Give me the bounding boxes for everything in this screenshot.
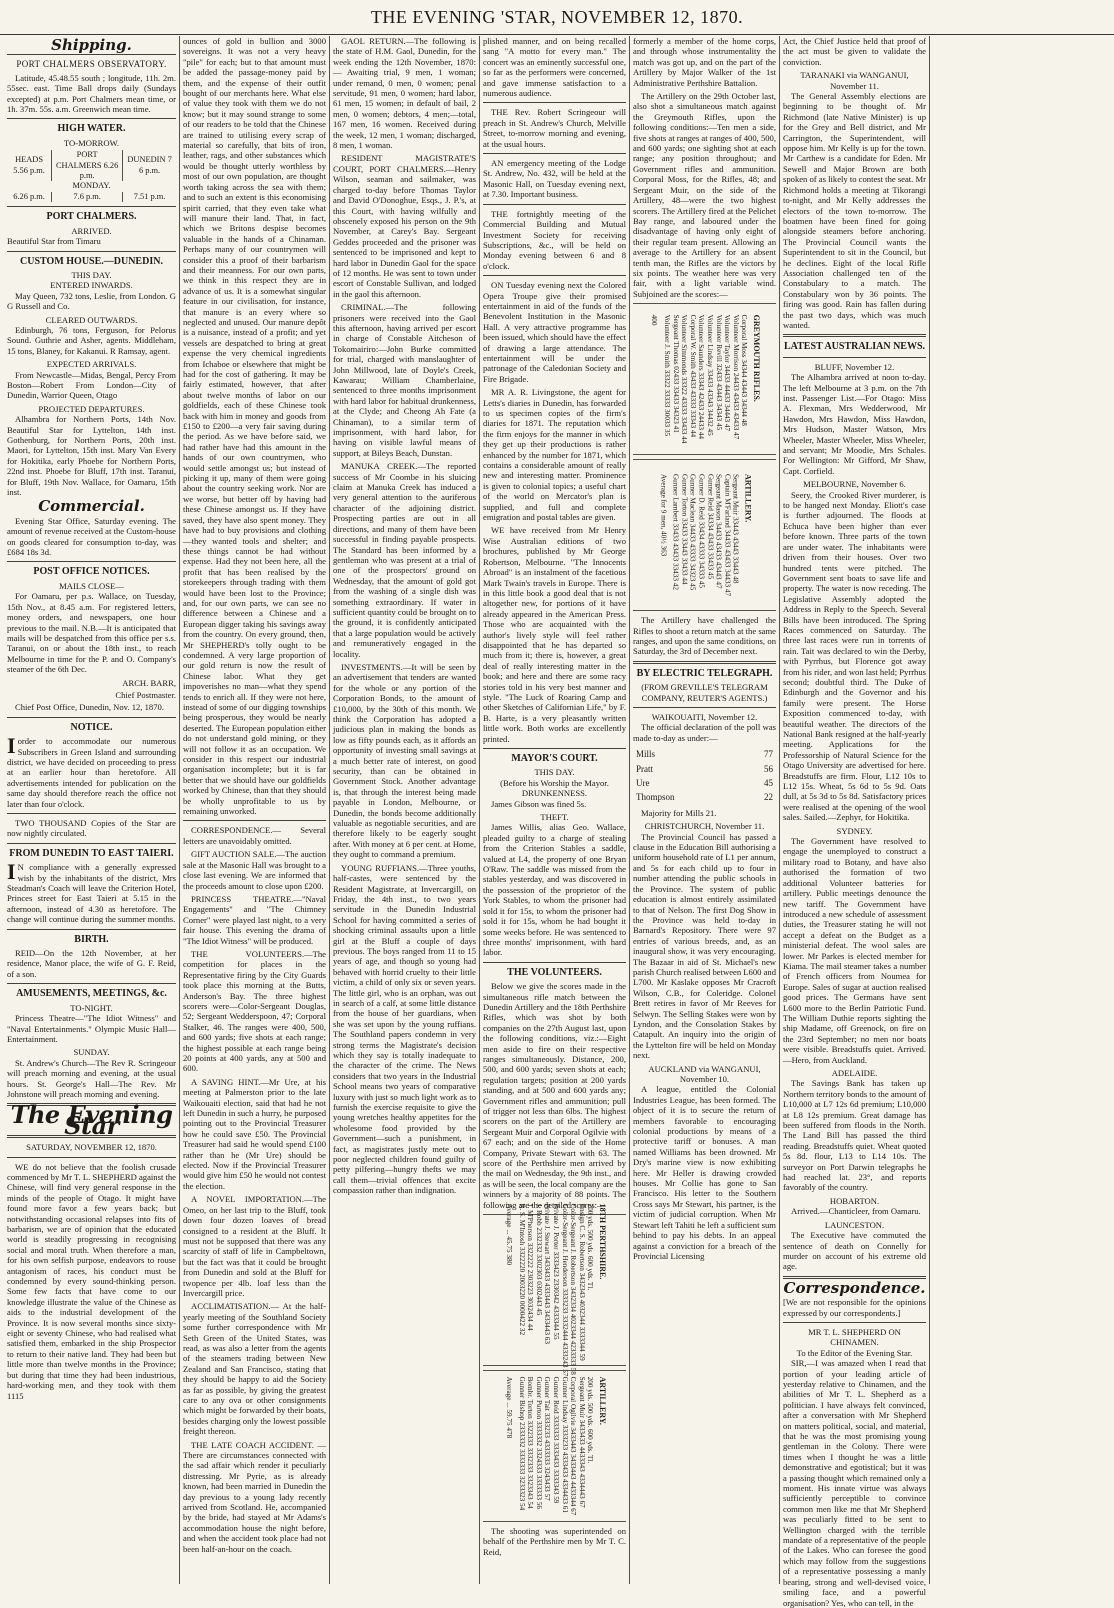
taieri-heading: FROM DUNEDIN TO EAST TAIERI.	[9, 847, 174, 859]
table-row: R. S. M'Intosh 3322220 2003220 0000422 32	[516, 1203, 525, 1336]
dateline-taranaki: TARANAKI via WANGANUI, November 11.	[800, 70, 909, 91]
table-row: Gunner Bishop 2333332 3333333 3233323 54	[516, 1376, 525, 1511]
table-row: Corporal Moss 34344 43443 34344 48	[739, 314, 748, 427]
news-item: A NOVEL IMPORTATION.—The Omeo, on her last trip to the Bluff, took down four dozen loaves of bread consigned to a resident at the Bluff. It must not be supposed that there was any scarcity of staff of life in Campbeltown, but the fact was that it could be brought from Dunedin and sold at the Bluff for twopence per 4lb. loaf less than the Invercargill price.	[183, 1194, 326, 1298]
candidate: Ure	[636, 778, 650, 789]
leading-article: WE do not believe that the foolish crusade commenced by Mr T. L. SHEPHERD against the Chinese, will find very general response in the minds of the people of Otago. It might have found more favor a few years back; but notwithstanding occasional relapses into fits of barbarism, we are of opinion that the educated world is steadily progressing in recognising social and moral truth. When therefore a man, for his own selfish purpose, endeavors to rouse antagonism of races, his conduct must be condemned by every sound-thinking person. Some few facts that have come to our knowledge illustrate the value of the Chinese as aids to the industrial development of the Province. It is now several months since sixty-eight or seventy Chinese, who had realised what satisfied them, embarked in the ship Prospector to return to their native land. They had been but little more than twelve months in the Province; but during that time they had been industrious, hard-working men, and they took with them 1115	[7, 1161, 176, 1401]
table-row: Volunteer Revill 32433 43443 34343 45	[714, 314, 723, 431]
high-water-heading: HIGH WATER.	[57, 123, 126, 135]
dateline-sydney: SYDNEY.	[836, 825, 873, 836]
copies-text: TWO THOUSAND Copies of the Star are now nightly circulated.	[7, 818, 176, 839]
table-row: Gunner Reid 3333333 3333433 3333343 59	[551, 1376, 560, 1504]
greymouth-scores-table	[633, 303, 776, 455]
news-item: plished manner, and on being recalled sang "A motto for every man." The concert was an eminently successful one, so far as the performers were concerned, and gave immense satisfaction to a numerous audience.	[483, 36, 626, 99]
artillery-scores-table-2	[633, 459, 776, 611]
divider	[7, 1157, 176, 1158]
projected-text: Alhambra for Northern Ports, 14th Nov. Beautiful Star for Lyttelton, 14th inst. Gothenburg, for Northern Ports, 20th inst. Maori, for Lyttelton, 15th inst. Mary Van Every for Hokitika, early Phoebe for Northern Ports, 22nd inst. Phoebe for Bluff, 17th inst. Taranui, for Bluff, 19th Nov. Wallace, for Oamaru, 15th inst.	[7, 414, 176, 498]
table-title: 18TH PERTHSHIRE.	[597, 1203, 607, 1280]
taieri-text	[7, 859, 176, 925]
table-title: ARTILLERY.	[742, 474, 752, 523]
volunteers-heading: THE VOLUNTEERS.	[507, 966, 602, 978]
news-item: INVESTMENTS.—It will be seen by an advertisement that tenders are wanted for the whole or any portion of the Corporation Bonds, to the amount of £10,000, by the 30th of this month. We think the Corporation has adopted a judicious plan in making the bonds as low as fifty pounds each, as it affords an opportunity of investing small savings at a much better rate of interest, on good security, than can be obtained in Government Stock. Another advantage is, that through the interest being made payable in London, Melbourne, or Dunedin, the bonds become additionally valuable as negotiable securities, and are therefore likely to be eagerly sought after. With money at 6 per cent. at Home, they ought to command a premium.	[333, 661, 476, 860]
commercial-heading: Commercial.	[38, 497, 145, 516]
sydney-text: The Government have resolved to engage the unemployed to construct a military road to Botany, and have also authorised the formation of two additional Volunteer batteries for artillery. Public meetings denounce the new tariff. The Government have introduced a new schedule of assessment duties, the Treasurer stating he will not accept a defeat on the Budget as a ministerial defeat. The wool sales are lower. Mr Parkes is elected member for Kiama. The mail steamer takes a number of French officers from Noumea for Europe. Sales of sugar at auction realised good prices. The Germans have sent L600 more to the Berlin Patriotic Fund. The William Duthie reports sighting the ship Madame, off Greenock, on fire on the 23rd September; no men nor boats were visible. Breadstuffs quiet. Arrived.—Hero, from Auckland.	[783, 836, 926, 1065]
tide-table	[7, 150, 176, 202]
leading-article-continued: ounces of gold in bullion and 3000 sovereigns. It was not a very heavy "pile" for each; but to that amount must be added the passage-money paid by them, and the expense of their outfit bought of our merchants here. What else of value they took with them we do not know; but it may sound strange to some of our readers to be told that the Chinese are trained to utilising every scrap of material so carefully, that bits of iron, leather, rags, and other substances which would be thought utterly worthless by most of our own population, are thought worth taking across the sea with them; and to such an extent is this economising spirit carried, that they even take what will manure their land. That, in fact, which we Britons despise becomes valuable in the hands of a Chinaman. Perhaps many of our countrymen will consider this a proof of their barbarism and their meanness. For our own parts, we think in this respect they are in advance of us. It is a somewhat singular feature in our civilisation, for instance, that manure is an every where so neglected and unused. Our manure depôt is a nuisance, instead of a profit; and yet vessels are despatched to bring at great expense the very chemical ingredients from Ichaboe or elsewhere that might be had for the cost of gathering. It may be fairly estimated, however, that after about twelve months of labor on our goldfields, each of these Chinese took back with him in money and goods from £150 to £200—a very fair saving during the period. As we have before said, we had rather have had this amount in the hands of our own countrymen, who would settle amongst us; but instead of picking it up, many of them were going about the country seeking work. Nor are we worse, but better off by having had these Chinese amongst us. If they have saved, they have also spent money. They have had to buy provisions and clothing—they wanted tools and shelter; and these things cannot be had without expense. Had they not been here, all the profit that has been realised by the storekeepers through trading with them would have been lost to the Province; and, for our own parts, we can see no difference between a Chinese and a European digger taking his savings away from the country. On every ground, then, Mr SHEPHERD's tolly ought to be condemned. A very large proportion of our gold return is now the result of Chinese labor. What they get impoverishes no man—what they spend tends to enrich all. If they were not here, instead of some of our digging townships being prosperous, they would be nearly deserted. The European population either do not understand gold mining, or they will not follow it as an occupation. We consider in this respect our industrial organisation incomplete; but it is far better that we should have our goldfields worked by Chinese, than that they should be wholly unprofitable to us by remaining unworked.	[183, 36, 326, 817]
divider	[7, 843, 176, 844]
notice-item: THE Rev. Robert Scringeour will preach in St. Andrew's Church, Melville Street, to-morrow morning and evening, at the usual hours.	[483, 107, 626, 149]
correspondence-heading: Correspondence.	[783, 1278, 926, 1297]
mails-close-label: MAILS CLOSE—	[59, 580, 124, 591]
divider	[7, 251, 176, 252]
projected-label: PROJECTED DEPARTURES.	[38, 403, 145, 414]
rotated-table	[504, 1204, 606, 1377]
dateline: SATURDAY, NOVEMBER 12, 1870.	[26, 1142, 157, 1153]
table-row: Gunner D. Reid 33434 43333 34333 45	[697, 474, 705, 589]
observatory-heading: PORT CHALMERS OBSERVATORY.	[16, 59, 167, 70]
dateline-hobarton: HOBARTON.	[829, 1195, 880, 1206]
table-total: Average ... 59.75 478	[504, 1376, 513, 1439]
candidate: Mills	[636, 749, 656, 760]
dateline-melbourne: MELBOURNE, November 6.	[803, 479, 906, 490]
cleared-label: CLEARED OUTWARDS.	[45, 314, 138, 325]
dateline-bluff: BLUFF, November 12.	[814, 361, 895, 372]
table-header: 200 yds. 500 yds. 600 yds. Tl.	[585, 1376, 594, 1464]
votes: 22	[764, 792, 773, 803]
news-item: Act, the Chief Justice held that proof of the act must be given to validate the conviction.	[783, 36, 926, 67]
divider	[483, 748, 626, 749]
letter-text: SIR,—I was amazed when I read that portion of your leading article of yesterday relative to Chinamen, and the abilities of Mr T. L. Shepherd as a politician. I have always felt convinced, after a conversation with Mr Shepherd on matters political, social, and material, that he was the most promising young gentleman in the Colony. There were times when I thought he was a little demonstrative and egotistical; but it was a passing thought which remained only a moment. His innate virtue was always sufficiently perceptible to convince common men like me that Mr Shepherd was peculiarly fitted to be sent to Wellington charged with the terrible mandate of a representative of the people of the Lakes. Who can foresee the good which may follow from the suggestions of a representative possessing a manly bearing, strong and well-devised voice, smiling face, and a powerful organisation? Yes, who can tell, in the	[783, 1358, 926, 1608]
rotated-table	[658, 474, 751, 596]
theft-label: THEFT.	[540, 812, 569, 823]
dateline-auckland: AUCKLAND via WANGANUI, November 10.	[648, 1063, 761, 1084]
votes: 77	[764, 749, 773, 760]
table-row: Captain M'Farland 34433 43433 34433 47	[722, 474, 731, 597]
table-row: Sergeant Muir 3433433 4433343 4334443 67	[577, 1376, 586, 1508]
table-row: Bombr. Torton 3322333 3332333 3323343 54	[525, 1376, 534, 1509]
birth-heading: BIRTH.	[74, 933, 109, 945]
telegraph-heading: BY ELECTRIC TELEGRAPH.	[636, 667, 773, 679]
court-heading: MAYOR'S COURT.	[511, 753, 598, 764]
entered-text: May Queen, 732 tons, Leslie, from London. G G Russell and Co.	[7, 290, 176, 312]
divider	[483, 962, 626, 963]
divider	[7, 118, 176, 119]
observatory-text: Latitude, 45.48.55 south ; longitude, 11h. 2m. 55sec. east. Time Ball drops daily (Sundays excepted) at p.m. Port Chalmers mean time, or 1h. 37m. 55s. a.m. Greenwich mean time.	[7, 72, 176, 115]
table-row: Volunteer Lindsay 33433 43343 34432 45	[705, 314, 714, 436]
dateline-launceston: LAUNCESTON.	[824, 1219, 885, 1230]
candidate: Thompson	[636, 792, 675, 803]
table-total: Average for 9 men, 40½ 363	[658, 474, 667, 557]
news-item: The Artillery on the 29th October last, also shot a simultaneous match against the Greymouth Rifles, upon the following conditions:—Ten men a side, five shots at ranges at ranges of 400, 500, and 600 yards; one sighting shot at each range; any position throughout; and Government rifles and ammunition. Corporal Moss, for the Rifles, 48; and Sergeant Muir, on the side of the Artillery, 48—were the two highest scorers. The Artillery fired at the Pelichet Bay range, and laboured under the disadvantage of having only eight of their regular team present. Allowing an average to the Artillery for an absent tenth man, the Rifles are the victors by six points. The weather here was very fair, with a light variable wind. Subjoined are the scores:—	[633, 91, 776, 299]
news-item: THE VOLUNTEERS.—The competition for places in the Representative firing by the City Guards took place this morning at the Butts, Anderson's Bay. The three highest scorers were—Color-Sergeant Douglas, 52; Sergeant Wedderspoon, 47; Corporal Stalker, 46. The ranges were 400, 500, and 600 yards; five shots at each range; the highest possible at each range being 20 points at 400 yards, any at 500 and 600.	[183, 948, 326, 1074]
poll-table	[633, 746, 776, 806]
birth-text: REID—On the 12th November, at her residence, Manor place, the wife of G. F. Reid, of a son.	[7, 948, 176, 979]
notice-text	[7, 733, 176, 809]
table-title: ARTILLERY.	[597, 1376, 607, 1425]
arrived-label: ARRIVED.	[71, 225, 112, 236]
post-signature-place: Chief Post Office, Dunedin, Nov. 12, 1870.	[15, 702, 164, 713]
table-title: GREYMOUTH RIFLES.	[751, 314, 761, 402]
notice-body: order to accommodate our numerous Subscribers in Green Island and surrounding district, we have decided on proceeding to press at an earlier hour than heretofore. All advertisements intended for publication on the same day should therefore reach the office not later than four o'clock.	[7, 736, 176, 809]
divider	[7, 929, 176, 930]
dateline-christchurch: CHRISTCHURCH, November 11.	[644, 821, 765, 832]
news-item: MR A. R. Livingstone, the agent for Letts's diaries in Dunedin, has forwarded to us specimen copies of the firm's diaries for 1871. The reputation which the firm enjoys for the manner in which they get up their productions is rather enhanced by the number for 1871, which contains a considerable amount of really new and interesting matter. Prominence is given to colonial topics; a useful chart of the world on Mercator's plan is supplied, and full and complete emigration and postal tables are given.	[483, 387, 626, 523]
notice-item: AN emergency meeting of the Lodge St. Andrew, No. 432, will be held at the Masonic Hall, on Tuesday evening next, at 7.30. Important business.	[483, 158, 626, 200]
table-row: Color-Sergeant J. Robertson 3432334 4023344 4233333 58	[568, 1203, 577, 1375]
letter-addressee: To the Editor of the Evening Star.	[796, 1347, 913, 1358]
amusements-heading: AMUSEMENTS, MEETINGS, &c.	[16, 988, 167, 1000]
news-item: MANUKA CREEK.—The reported success of Mr Coombe in his sluicing claim at Manuka Creek has induced a very general attention to the auriferous character of the adjoining district. Prospecting parties are out in all directions, and many of them have been successful in finding payable prospects. The Standard has been informed by a gentleman who was present at a trial of one of the prospectors' ground on Wednesday, that the amount of gold got from the washing of a single dish was something extraordinary. If water in sufficient quantity could be brought on to the ground, it is confidently anticipated that a large population would be actively and remuneratively engaged in the locality.	[333, 461, 476, 659]
amusements-text: Princess Theatre—"The Idiot Witness" and "Naval Entertainments." Olympic Music Hall—Entertainment.	[7, 1013, 176, 1044]
tide-cell: DUNEDIN 7 6 p.m.	[123, 150, 176, 181]
table-row: Gunner Lambert 33433 43433 33433 42	[671, 474, 680, 591]
tide-cell: 7.6 p.m.	[52, 192, 123, 202]
column-7	[929, 36, 1110, 1584]
shooting-note: The shooting was superintended on behalf of the Perthshire men by Mr T. C. Reid,	[483, 1526, 626, 1557]
divider	[7, 561, 176, 562]
table-row: Gunner Tait 3333233 4333333 3243433 57	[542, 1376, 551, 1501]
adelaide-text: The Savings Bank has taken up Northern territory bonds to the amount of L10,000 at L7 12s 6d premium; L10,000 at L8 12s premium. Great damage has been suffered from floods in the North. The Land Bill has passed the third reading. Breadstuffs quiet. Wheat quoted 5s 8d. flour, L13 to L14 10s. The surveyor on Port Darwin telegraphs he had reached lat. 23°, and reports favorably of the country.	[783, 1078, 926, 1193]
launceston-text: The Executive have commuted the sentence of death on Connelly for murder on account of his extreme old age.	[783, 1230, 926, 1272]
bluff-text: The Alhambra arrived at noon to-day. The left Melbourne at 3 p.m. on the 7th inst. Passenger List.—For Otago: Miss A. Flexman, Mrs Wedderwood, Mr Hawdon, Mrs Hawdon, Miss Hawdon, Mrs Hudson, Master Watson, Mrs Wheeler, Master Wheeler, Miss Wheeler, and servant; Mr Moodie, Mrs Schales. For Wellington: Mr Gifford, Mr Shaw, Capt. Corfield.	[783, 372, 926, 476]
post-signature-title: Chief Postmaster.	[115, 689, 176, 700]
waikouaiti-text: The official declaration of the poll was made to-day as under:—	[633, 722, 776, 743]
news-item: The Artillery have challenged the Rifles to shoot a return match at the same ranges, and upon the same conditions, on Saturday, the 3rd of December next.	[633, 615, 776, 657]
taieri-body: N compliance with a generally expressed wish by the inhabitants of the district, Mrs Steadman's Coach will leave the Criterion Hotel, Princes street for East Taieri at 5.15 in the afternoon, instead of 4.30 as heretofore. The change will continue during the summer months.	[7, 862, 176, 925]
table-row: Volunteer Simmonds 33322 43333 33433 44	[679, 314, 688, 444]
port-heading: PORT CHALMERS.	[46, 211, 137, 223]
news-item: ON Tuesday evening next the Colored Opera Troupe give their promised entertainment in aid of the funds of the Benevolent Institution in the Masonic Hall. A very attractive programme has been issued, which should have the effect of drawing a large attendance. The entertainment will be under the patronage of the Caledonian Society and Fire Brigade.	[483, 280, 626, 384]
table-row: Private J. Porter 3333423 2330342 4333344 55	[551, 1203, 560, 1340]
tide-row	[7, 192, 176, 202]
tide-cell: 7.51 p.m.	[123, 192, 176, 202]
table-row: J. Robb 2332332 3302303 0302443 45	[534, 1203, 543, 1316]
news-item: WE have received from Mr Henry Wise Australian editions of two brochures, published by Mr George Robertson, Melbourne. "The Innocents Abroad" is an instalment of the facetious Mark Twain's travels in Europe. There is in this little book a good deal that is not altogether new, for portions of it have already appeared in the American Press. Those who are acquainted with the author's lively style will feel rather disappointed that he has departed so much from it; there is, however, a great deal of really interesting matter in the book; and here and there are some racy stories told in his very best manner and style. "The Luck of Roaring Camp and other Sketches of Californian Life," by F. B. Harte, is a very pleasantly written little work. Both works are excellently printed.	[483, 525, 626, 744]
table-row: Volunteer Morrison 24433 43433 43433 47	[731, 314, 740, 440]
this-day-label: THIS DAY.	[71, 269, 112, 280]
correspondence-note: [We are not responsible for the opinions expressed by our correspondents.]	[783, 1297, 926, 1318]
column-3	[329, 36, 479, 1584]
divider	[783, 1322, 926, 1323]
poll-row	[635, 748, 774, 760]
table-row: Corporal W. Smith 43433 43333 33343 44	[688, 314, 697, 438]
table-row: Private J. Stewart 3433433 4333443 3433443 63	[542, 1203, 551, 1345]
table-row: Sergeant Mason 34433 43433 43443 47	[714, 474, 723, 589]
rotated-table	[504, 1377, 606, 1516]
court-text: James Gibson was fined 5s.	[491, 798, 587, 809]
news-item: CRIMINAL.—The following prisoners were received into the Gaol this afternoon, having arrived per escort in charge of Constable Aitcheson of Tokomairiro:—John Burke committed for trial, charged with manslaughter of John Millwood, late of Doyle's Creek, Kawarau; William Chamberlaine, sentenced to three months imprisonment with hard labor for habitual drunkenness, at the Clyde; and Cheong Ah Fate (a Chinaman), to a similar term of imprisonment, with hard labor, for having on visible lawful means of support, at Bileys Beach, Dunstan.	[333, 302, 476, 458]
divider	[7, 54, 176, 55]
notice-item: THE fortnightly meeting of the Commercial Building and Mutual Investment Society for receiving Subscriptions, &c., will be held on Monday evening between 6 and 8 o'clock.	[483, 208, 626, 271]
table-row: Sergeant Thomas 02433 33433 34323 41	[671, 314, 680, 433]
column-6	[779, 36, 929, 1608]
news-item: YOUNG RUFFIANS.—Three youths, half-castes, were sentenced by the Resident Magistrate, at Invercargill, on Friday, the 4th inst., to two years servitude in the Dunedin Industrial School for having committed a series of shocking criminal assaults upon a little girl at the Bluff a couple of days previous. The boys ranged from 11 to 15 years of age, and though so young had behaved with horrid cruelty to their little victim, a child of only six or seven years. The little girl, who is an orphan, was out in search of a calf, at some little distance from the house of her guardians, when she was set upon by the young ruffians. The Southland papers condemn in very strong terms the Magistrate's decision which they say is totally inadequate to the character of the crime. The News considers that two years in the Industrial School means two years of comparative luxury with just so much light work as to furnish the exercise requisite to give the young wretches healthy appetites for the wholesome food provided by the Government—such a punishment, in fact, as magistrates justly mete out to poor neglected children found guilty of petty pilfering—hungry thefts we may call them—trivial offences that excite compassion rather than indignation.	[333, 862, 476, 1196]
news-item: RESIDENT MAGISTRATE'S COURT, PORT CHALMERS.—Henry Wilson, seaman and sailmaker, was charged to-day before Thomas Taylor and David O'Donoghue, Esqs., J. P.'s, at this Court, with having wilfully and obscenely exposed his person on the 9th November, at Carey's Bay. Sergeant Geddes proceeded and the prisoner was sentenced to be imprisoned and kept to hard labor in Dunedin Gaol for the space of 12 months. He was sent to town under escort of Constable Sullivan, and lodged in the gaol this afternoon.	[333, 153, 476, 299]
divider	[483, 204, 626, 205]
court-day: THIS DAY.	[534, 767, 575, 778]
table-row: Gunner Purton 3333332 3324333 3333333 56	[534, 1376, 543, 1510]
volunteers-text: Below we give the scores made in the simultaneous rifle match between the Dunedin Artillery and the 18th Perthshire Rifles, which was shot by both companies on the 27th August last, upon the following conditions, viz.:—Eight men aside to fire on their respective ranges simultaneously. Distance, 200, 500, and 600 yards; seven shots at each; regulation targets; position at 200 yards standing, and at 500 and 600 yards any; Government rifles and ammunition; pull of trigger not less than 6lbs. The highest scorers on the part of the Artillery are Sergeant Muir and Corporal Ogilvie with 67 each; and on the side of the Home Company, Private Stewart with 63. The score of the Perthshire men arrived by the mail on Wednesday, the 9th inst., and as will be seen, the local company are the winners by a majority of 88 points. The following are the detailed scores:—	[483, 981, 626, 1210]
rotated-table	[649, 315, 759, 444]
notice-heading: NOTICE.	[70, 721, 113, 733]
auckland-text: A league, entitled the Colonial Industries League, has been formed. The object of it is to secure the return of members favorable to encouraging colonial productions by means of a protective tariff or bonuses. A man named Williams has been drowned. Mr Dry's marine view is now exhibiting here. Mr Heller is drawing crowded houses. Mr Collie has gone to San Francisco. His letter to the Southern Cross says Mr Stewart, his partner, is the victim of judicial corruption. When Mr Stewart left Tahiti he left a sufficient sum behind to pay his debts. In an appeal against a conviction for a breach of the Provincial Licensing	[633, 1084, 776, 1261]
divider	[483, 153, 626, 154]
letter-heading: MR T. L. SHEPHERD ON CHINAMEN.	[808, 1326, 901, 1348]
divider	[783, 357, 926, 358]
hobarton-text: Arrived.—Chanticleer, from Oamaru.	[791, 1206, 921, 1217]
masthead: THE EVENING 'STAR, NOVEMBER 12, 1870.	[0, 0, 1114, 35]
sunday-text: St. Andrew's Church—The Rev R. Scringeour will preach morning and evening, at the usual hours. St. George's Hall—The Rev. Mr Johnstone will preach morning and evening.	[7, 1057, 176, 1099]
column-1	[4, 36, 179, 1584]
column-2	[179, 36, 329, 1584]
divider	[7, 717, 176, 718]
table-row: Volunteer Saunders 33343 42433 24433 44	[697, 314, 705, 440]
table-row: Sergeant Muir 33443 43443 33443 48	[731, 474, 740, 584]
entered-label: ENTERED INWARDS.	[50, 280, 133, 291]
votes: 45	[764, 778, 773, 789]
paper-title: The Evening Star	[10, 1100, 173, 1140]
monday-label: MONDAY.	[72, 181, 111, 191]
telegraph-sub: (FROM GREVILLE'S TELEGRAM COMPANY, REUTER'S AGENTS.)	[641, 682, 768, 703]
tide-row	[7, 150, 176, 181]
table-total: Average ... 45.75 380	[504, 1203, 513, 1266]
column-4	[479, 36, 629, 1584]
column-5	[629, 36, 779, 1584]
taranaki-text: The General Assembly elections are beginning to be thought of. Mr Richmond (late Native Minister) is up for the Grey and Bell district, and Mr Carrington, the Superintendent, will oppose him. Mr Kelly is up for the town. Mr Carthew is a candidate for Eden. Mr Sewell and Major Brown are both spoken of as likely to contest the seat. Mr Richmond holds a meeting at Tikorangi to-night, and Mr Kelly addresses the electors of the town to-morrow. The boatmen have been fined for going alongside steamers before anchoring. The Provincial Council wants the Superintendent to sit in the Council, but he declines. Eight of the local Rifle Association challenged ten of the Constabulary to a match. The Constabulary won by 36 points. The firing was good. Rain has fallen during the past two days, which was much wanted.	[783, 91, 926, 330]
news-item: GIFT AUCTION SALE.—The auction sale at the Masonic Hall was brought to a close last evening. We are informed that the proceeds amount to close upon £200.	[183, 849, 326, 891]
table-row: Gunner Torton 33433 33443 33433 44	[679, 474, 688, 585]
drop-cap: I	[7, 859, 16, 885]
court-sub: (Before his Worship the Mayor.	[500, 777, 609, 788]
drop-cap: I	[7, 733, 16, 759]
table-header: 200 yds. 500 yds. 600 yds. Tl.	[585, 1203, 594, 1291]
tide-cell: PORT CHALMERS 6.26 p.m.	[52, 150, 123, 181]
table-row: Gunner Reid 34334 43433 33433 45	[705, 474, 714, 580]
table-row: J. M'Pherson 3322222 2303223 3032434 44	[525, 1203, 534, 1331]
australian-news-heading: LATEST AUSTRALIAN NEWS.	[783, 341, 926, 353]
poll-row	[635, 763, 774, 775]
divider	[783, 334, 926, 337]
table-row: Gunner Maclean 34433 43333 34323 45	[688, 474, 697, 591]
table-row: Volunteer J. Smith 33322 33333 30033 35	[662, 314, 671, 437]
dateline-waikouaiti: WAIKOUAITI, November 12.	[651, 712, 758, 722]
tomorrow-label: TO-MORROW.	[63, 137, 120, 148]
divider	[633, 661, 776, 664]
tide-cell: 6.26 p.m.	[13, 191, 45, 201]
news-item: PRINCESS THEATRE.—"Naval Engagements" and "The Chimney Corner" were played last night, to a very fair house. This evening the drama of "The Idiot Witness" will be produced.	[183, 893, 326, 946]
table-row: Corporal Ogilvie 3433443 3433443 4433344 67	[568, 1376, 577, 1516]
poll-row	[635, 791, 774, 803]
news-item: ACCLIMATISATION.— At the half-yearly meeting of the Southland Society some further correspondence with Mr Seth Green of the United States, was read, as was also a letter from the agents of the steamers trading between New Zealand and San Francisco, stating that they should be happy to aid the Society as far as possible, by giving the greatest care to any ova or other consignments which might be forwarded by their boats, besides charging only the lowest possible freight thereon.	[183, 1301, 326, 1437]
tide-cell: HEADS 5.56 p.m.	[13, 155, 45, 175]
news-item: GAOL RETURN.—The following is the state of H.M. Gaol, Dunedin, for the week ending the 12th November, 1870:— Awaiting trial, 9 men, 1 woman; under remand, 0 men, 0 women; penal servitude, 91 men, 0 women; hard labor, 61 men, 15 women; in default of bail, 2 men, 0 women; debtors, 4 men;—total, 167 men, 16 women. Received during the week, 12 men, 1 woman; discharged, 8 men, 1 woman.	[333, 36, 476, 151]
cleared-text: Edinburgh, 76 tons, Ferguson, for Pelorus Sound. Guthrie and Asher, agents. Middleham, 15 tons, Blaney, for Kakanui. R Ramsay, agent.	[7, 324, 176, 356]
expected-text: From Newcastle—Midas, Bengal, Percy From Boston—Robert From London—City of Dunedin, Warrior Queen, Otago	[7, 369, 176, 401]
table-row: Ensign C. S. Robertson 3432343 4032344 3333344 59	[577, 1203, 586, 1361]
christchurch-text: The Provincial Council has passed a clause in the Education Bill authorising a uniform household rate of L1 per annum, and 5s for each child up to four in number attending the public schools in the Province. The system of public education is almost entirely assimilated to that of Nelson. The first Dog Show in the Province was held to-day in Barnard's Repository. There were 97 entries of various breeds, and, as an inaugural show, it was very encouraging. The Bazaar in aid of St. Michael's new parish Church realised between L600 and L700. Mr Kaslake opposes Mr Cracroft Wilson, C.B., for Coleridge. Colonel Brett retires in favor of Mr Reeves for Selwyn. The Selling Stakes were won by Lyndon, and the Consolation Stakes by Catapult. An inquiry into the origin of the Lyttelton fire will be held on Monday next.	[633, 831, 776, 1061]
perthshire-scores-table	[483, 1203, 626, 1377]
sunday-label: SUNDAY.	[73, 1047, 110, 1058]
drunkenness-label: DRUNKENNESS.	[521, 788, 588, 799]
news-item: CORRESPONDENCE.— Several letters are unavoidably omitted.	[183, 825, 326, 846]
table-row: Color-Sergeant J. Henderson 3333233 3332444 4333243 57	[559, 1203, 568, 1377]
divider	[633, 707, 776, 708]
poll-majority: Majority for Mills 21.	[641, 807, 717, 818]
news-item: THE LATE COACH ACCIDENT. — There are circumstances connected with the sad affair which render it peculiarly distressing. Mr Pyrie, as is already known, had been married in Dunedin the day previous to a young lady recently arrived from Scotland. He, accompanied by the bride, had stayed at Mr Adams's accommodation house the night before, and when the accident took place had not been half-an-hour on the coach.	[183, 1439, 326, 1554]
post-signature: ARCH. BARR,	[122, 677, 176, 688]
candidate: Pratt	[636, 763, 653, 774]
divider	[183, 820, 326, 821]
customs-heading: CUSTOM HOUSE.—DUNEDIN.	[20, 255, 163, 267]
post-text: For Oamaru, per p.s. Wallace, on Tuesday, 15th Nov., at 8.45 a.m. For registered letters, money orders, and newspapers, one hour previous to the mail. N.B.—It is anticipated that mails will be despatched from this office per s.s. Taranui, on or about the 18th inst., to reach Melbourne in time for the P. and O. Company's steamer of the 6th Dec.	[7, 591, 176, 675]
shipping-heading: Shipping.	[51, 36, 132, 54]
artillery-scores-table	[483, 1370, 626, 1522]
arrived-text: Beautiful Star from Timaru	[7, 236, 101, 247]
dateline-adelaide: ADELAIDE.	[831, 1068, 878, 1078]
melbourne-text: Seery, the Crooked River murderer, is to be hanged next Monday. Eliott's case is further adjourned. The floods at Echuca have been higher than ever before known. Three parts of the town are under water. The inhabitants were driven from their houses. Over two hundred tents were pitched. The Government sent boats to save life and property. The water is now receding. The Legislative Assembly adopted the Address in Reply to the Speech. Several Bills have been introduced. The Spring Races commenced on Saturday. The three last races were run in torrents of rain. Tait was declared to win the Derby, with Pyrrhus, but Florence got away from his rider, and won last held; Pyrrhus second; doubtful third. The Duke of Edinburgh and the Governor and his family were present. The Horse Exposition commenced to-day, with beautiful weather. The directors of the National Bank resigned at the half-yearly meeting. Applications for the Professorship of Natural Science for the Otago University are advertised for here. Breadstuffs are firm. Flour, L12 10s to L12 15s. Wheat, 5s 6d to 5s 9d. Oats dull, at 5s 3d to 5s 8d. Satisfactory prices were realised at the opening of the wool sales. Sailed.—Zephyr, for Hokitika.	[783, 489, 926, 823]
tonight-label: TO-NIGHT.	[70, 1002, 113, 1013]
news-item: A SAVING HINT.—Mr Ure, at his meeting at Palmerston prior to the late Waikouaiti election, said that had he not left Dunedin in such a hurry, he purposed pointing out to the Provincial Treasurer how he could save £50. The Provincial Treasurer had said he would spend £100 rather than he (Mr Ure) should be elected. Now if the Provincial Treasurer would give him £50 he would not contest the election.	[183, 1076, 326, 1191]
divider	[483, 102, 626, 103]
news-item: formerly a member of the home corps, and through whose instrumentality the match was got up, and on the part of the Artillery by Major Walker of the 1st Administrative Perthshire Battalion.	[633, 36, 776, 88]
post-heading: POST OFFICE NOTICES.	[33, 566, 150, 578]
divider	[7, 983, 176, 984]
expected-label: EXPECTED ARRIVALS.	[46, 359, 137, 370]
court-text: James Willis, alias Geo. Wallace, pleaded guilty to a charge of stealing from the Criterion Stables a saddle, valued at L4, the property of one Bryan O'Raw. The saddle was missed from the stables yesterday, and was discovered in the possession of the proprietor of the York Stables, to whom the prisoner had sold it for 15s, to whom the prisoner had sold it for 15s, whom he had bought it some weeks before. He was sentenced to three months' imprisonment, with hard labor.	[483, 822, 626, 958]
divider	[7, 206, 176, 207]
divider	[7, 813, 176, 814]
votes: 56	[764, 763, 773, 774]
poll-row	[635, 777, 774, 789]
table-row: Gunner Lindsay 3333233 4333433 4334433 61	[559, 1376, 568, 1514]
commercial-text: Evening Star Office, Saturday evening. The amount of revenue received at the Custom-house on goods cleared for consumption to-day, was £684 18s 3d.	[7, 515, 176, 558]
table-total: 400	[650, 314, 659, 326]
divider	[483, 275, 626, 276]
table-row: Volunteer Taylor 34433 44433 34443 47	[722, 314, 731, 432]
